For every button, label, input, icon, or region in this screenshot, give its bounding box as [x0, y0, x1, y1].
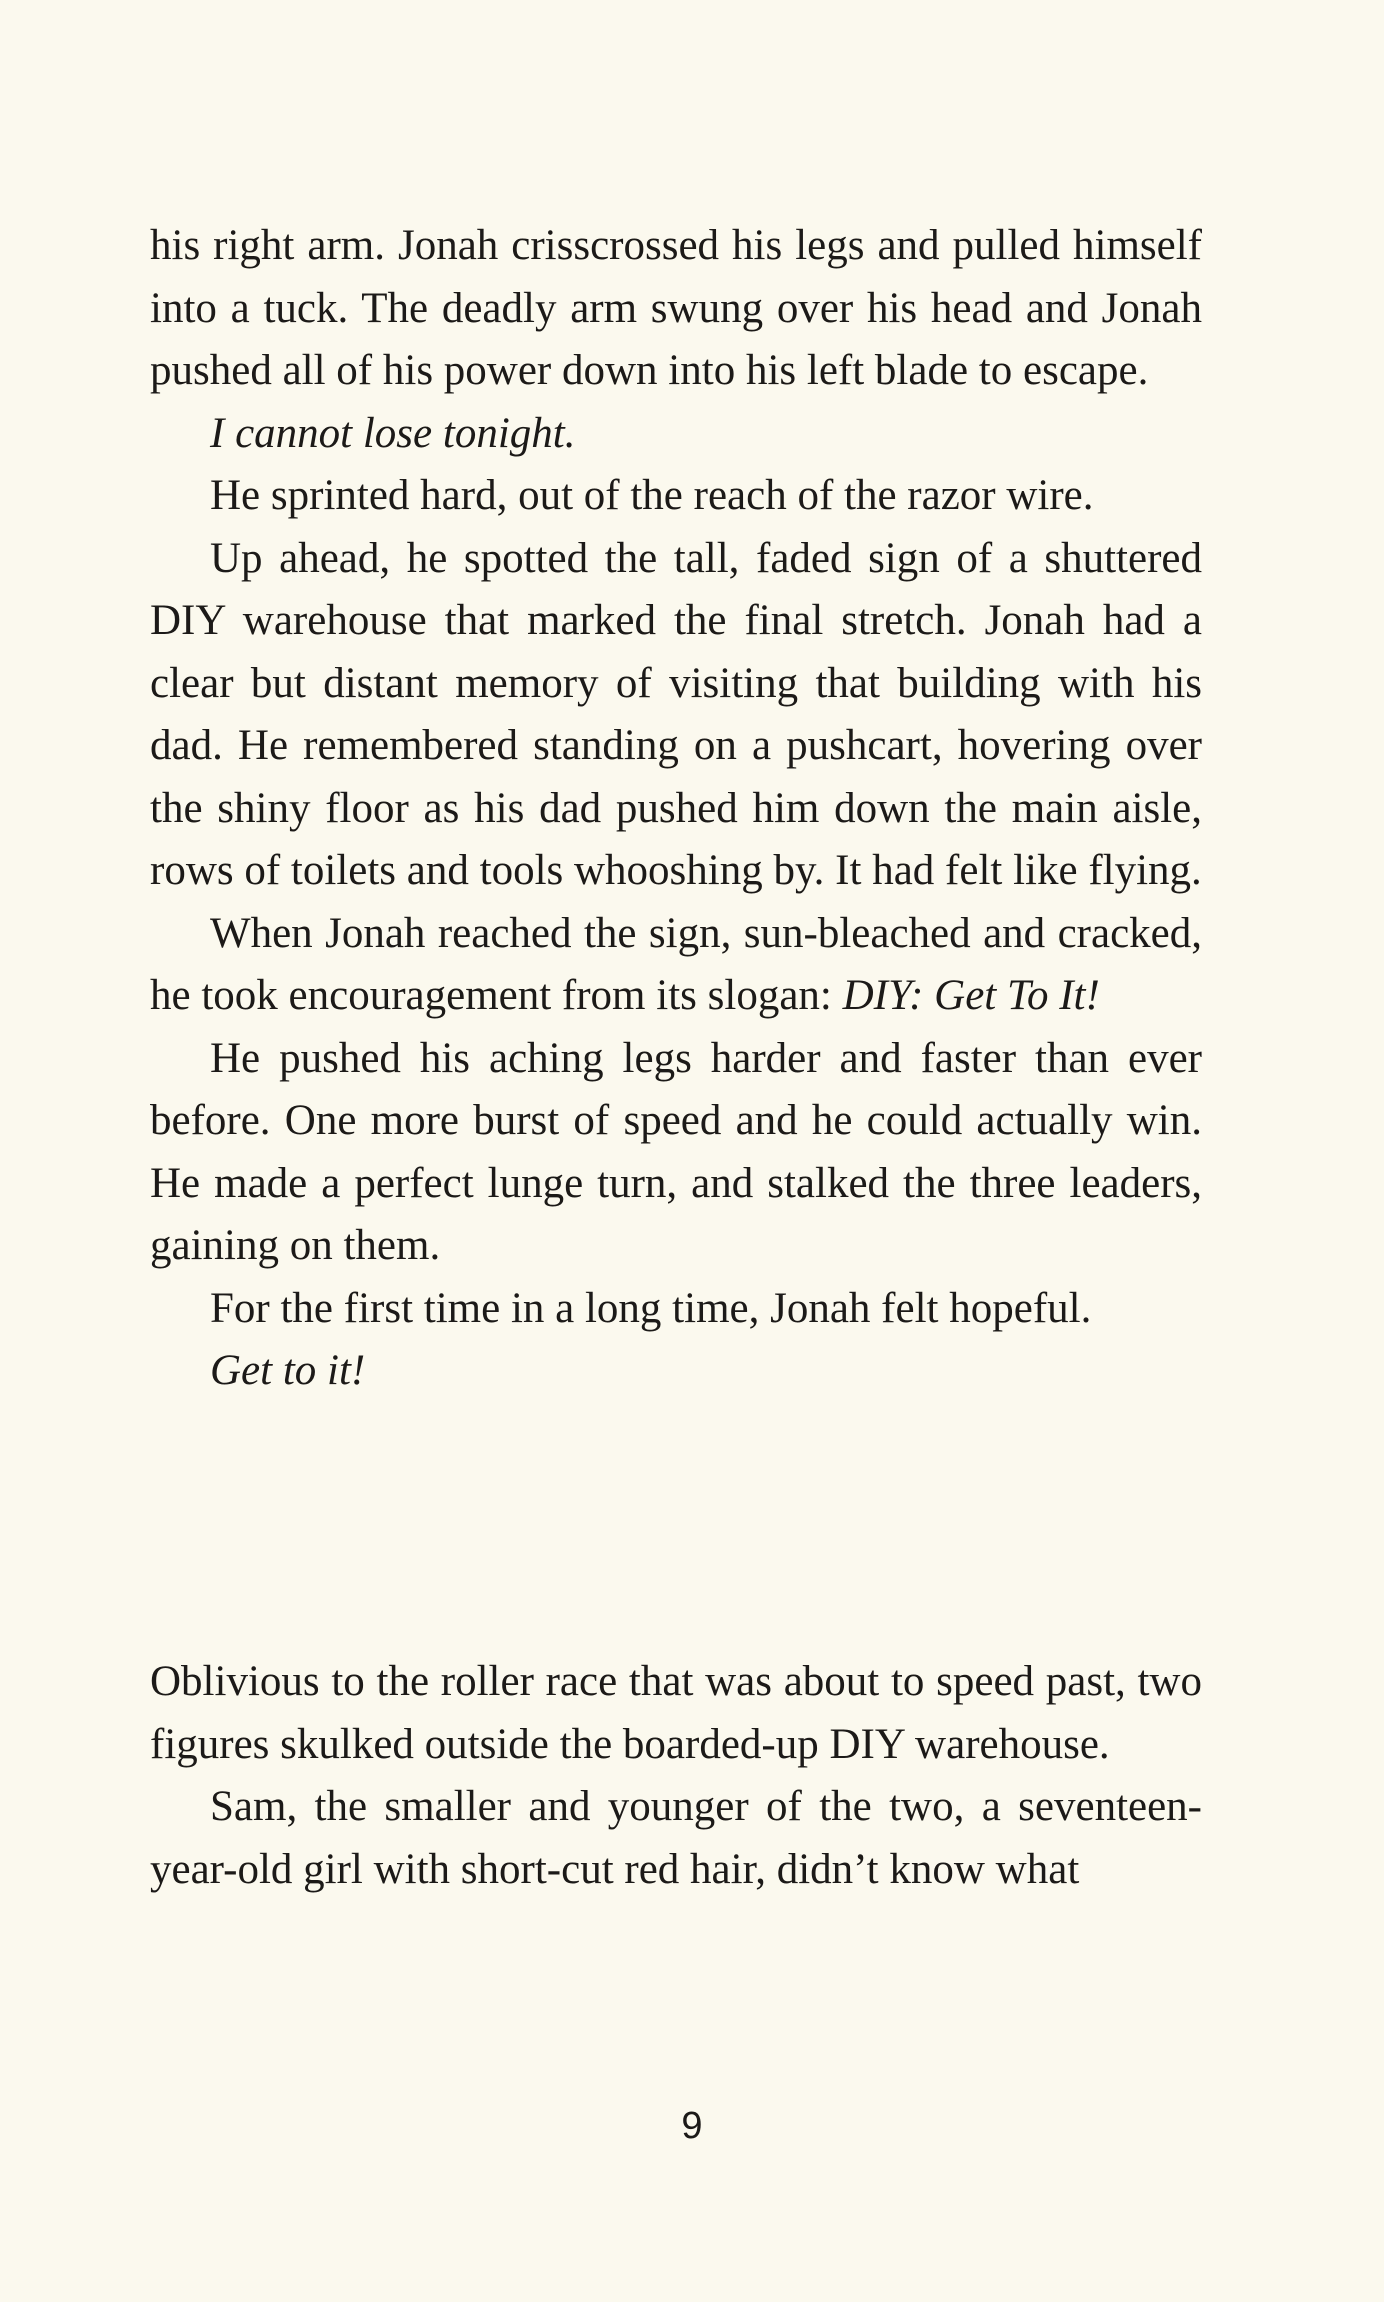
paragraph: For the first time in a long time, Jonah felt hopeful.	[210, 1284, 1092, 1332]
paragraph: He pushed his aching legs harder and faster than ever before. One more burst of speed and he could actually win. He made a perfect lunge turn, and stalked the three leaders, gaining on them.	[150, 1034, 1202, 1269]
paragraph: his right arm. Jonah crisscrossed his legs and pulled himself into a tuck. The deadly arm swung over his head and Jonah pushed all of his power down into his left blade to escape.	[150, 222, 1202, 394]
page-number: 9	[681, 2105, 703, 2147]
paragraph: Up ahead, he spotted the tall, faded sign of a shuttered DIY warehouse that marked the final stretch. Jonah had a clear but distant memory of visiting that building with his dad. He remembered standing on a pushcart, hovering over the shiny floor as his dad pushed him down the main aisle, rows of toilets and tools whooshing by. It had felt like flying.	[150, 534, 1202, 894]
italic-thought: I cannot lose tonight.	[210, 409, 576, 457]
section-1	[150, 215, 1202, 1403]
paragraph-text: When Jonah reached the sign, sun-bleached and cracked, he took encouragement from its slogan:	[150, 909, 1202, 1019]
italic-thought: Get to it!	[210, 1347, 366, 1394]
paragraph: Oblivious to the roller race that was about to speed past, two figures skulked outside the boarded-up DIY warehouse.	[150, 1658, 1202, 1768]
slogan-text: DIY: Get To It!	[842, 972, 1100, 1019]
paragraph	[150, 903, 1202, 1028]
paragraph: Sam, the smaller and younger of the two, a seventeen-year-old girl with short-cut red hair, didn’t know what	[150, 1783, 1202, 1893]
paragraph: He sprinted hard, out of the reach of the razor wire.	[210, 472, 1094, 519]
section-2	[150, 1651, 1202, 1901]
